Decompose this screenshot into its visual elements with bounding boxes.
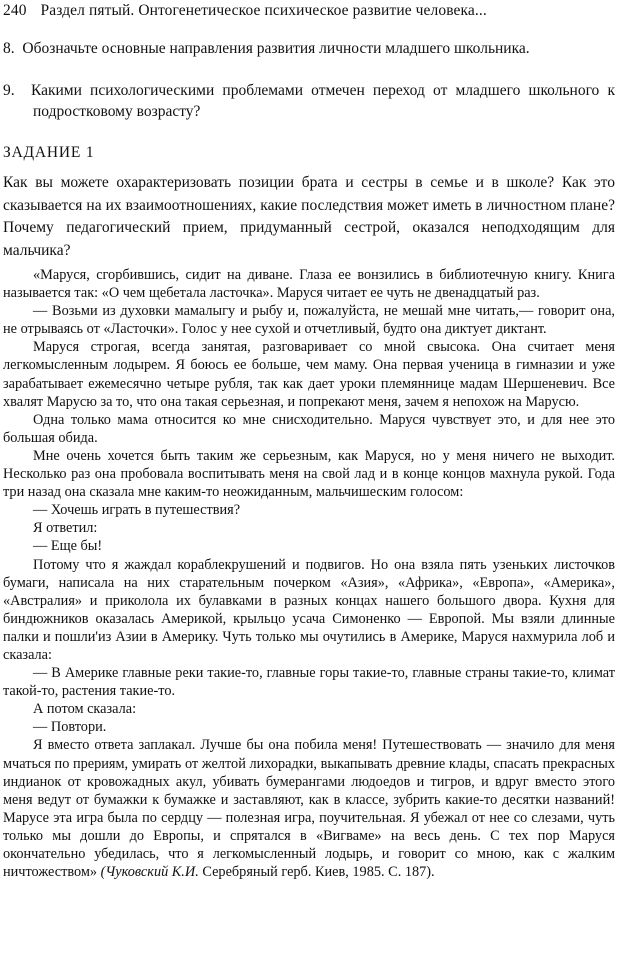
running-title: Раздел пятый. Онтогенетическое психическое развитие человека...	[40, 2, 487, 19]
story-paragraph: — Возьми из духовки мамалыгу и рыбу и, пожалуйста, не мешай мне читать,— говорит она, не отрываясь от «Ласточки». Голос у нее сухой и отчетливый, будто она диктует диктант.	[3, 303, 615, 338]
task-intro: Как вы можете охарактеризовать позиции брата и сестры в семье и в школе? Как это сказывается на их взаимоотношениях, какие последствия может иметь в личностном плане? Почему педагогический прием, придуманный сестрой, оказался неподходящим для мальчика?	[3, 174, 615, 259]
task-title: ЗАДАНИЕ 1	[3, 144, 95, 161]
running-header	[3, 0, 617, 22]
question-8	[3, 38, 615, 59]
story-paragraph: — Хочешь играть в путешествия?	[33, 502, 241, 519]
page-number: 240	[3, 2, 27, 19]
citation-source: Серебряный герб. Киев, 1985. С. 187).	[202, 864, 435, 881]
story-paragraph: Маруся строгая, всегда занятая, разговаривает со мной свысока. Она считает меня легкомысленным лодырем. Я боюсь ее больше, чем маму. Она первая ученица в гимназии и уже зарабатывает ежемесячно четыре рубля, так как дает уроки племяннице мадам Шершеневич. Все хвалят Марусю за то, что она такая серьезная, и попрекают меня, зачем я непохож на Марусю.	[3, 339, 615, 410]
story-paragraph: Мне очень хочется быть таким же серьезным, как Маруся, но у меня ничего не выходит. Несколько раз она пробовала воспитывать меня на свой лад и в конце концов махнула рукой. Года три назад она сказала мне каким-то неожиданным, мальчишеским голосом:	[3, 447, 615, 501]
story-last-text: Я вместо ответа заплакал. Лучше бы она побила меня! Путешествовать — значило для меня мчаться по прериям, умирать от желтой лихорадки, выкапывать древние клады, спасать прекрасных индианок от кровожадных акул, убивать бумерангами людоедов и тигров, и вдруг вместо этого меня ведут от бумажки к бумажке и заставляют, как в классе, зубрить какие-то десятки названий! Марусе эта игра была по сердцу — полезная игра, поучительная. Я убежал от нее со слезами, чуть только мы дошли до Европы, и спрятался в «Вигваме» на весь день. С тех пор Маруся окончательно убедилась, что я легкомысленный лодырь, и говорит со мною, как с жалким ничтожеством»	[3, 737, 615, 881]
story-paragraph: Потому что я жаждал кораблекрушений и подвигов. Но она взяла пять узеньких листочков бумаги, написала на них старательным почерком «Азия», «Африка», «Европа», «Америка», «Австралия» и приколола их булавками в разных концах нашего большого двора. Кухня для биндюжников оказалась Америкой, крыльцо усача Симоненко — Европой. Мы взяли длинные палки и пошли'из Азии в Америку. Чуть только мы очутились в Америке, Маруся нахмурила лоб и сказала:	[3, 556, 615, 663]
story-paragraph: — Еще бы!	[33, 538, 103, 555]
citation-author: (Чуковский К.И.	[100, 864, 199, 881]
story-paragraph: Я ответил:	[33, 520, 98, 537]
story-paragraph: — Повтори.	[33, 719, 107, 736]
story-paragraph-last	[3, 736, 615, 881]
question-9-number: 9.	[3, 82, 15, 99]
story-paragraph: А потом сказала:	[33, 701, 137, 718]
question-8-text: 8. Обозначьте основные направления развития личности младшего школьника.	[3, 40, 530, 57]
story-paragraph: «Маруся, сгорбившись, сидит на диване. Глаза ее вонзились в библиотечную книгу. Книга называется так: «О чем щебетала ласточка». Маруся читает ее чуть не двенадцатый раз.	[3, 267, 615, 302]
question-9	[3, 80, 615, 122]
story-paragraph: — В Америке главные реки такие-то, главные горы такие-то, главные страны такие-то, климат такой-то, растения такие-то.	[3, 665, 615, 700]
story-paragraph: Одна только мама относится ко мне снисходительно. Маруся чувствует это, и для нее это большая обида.	[3, 411, 615, 446]
question-9-text: 9. Какими психологическими проблемами отмечен переход от младшего школьного к подростковому возрасту?	[3, 82, 615, 120]
question-8-number: 8.	[3, 40, 15, 57]
story-excerpt	[3, 266, 615, 881]
